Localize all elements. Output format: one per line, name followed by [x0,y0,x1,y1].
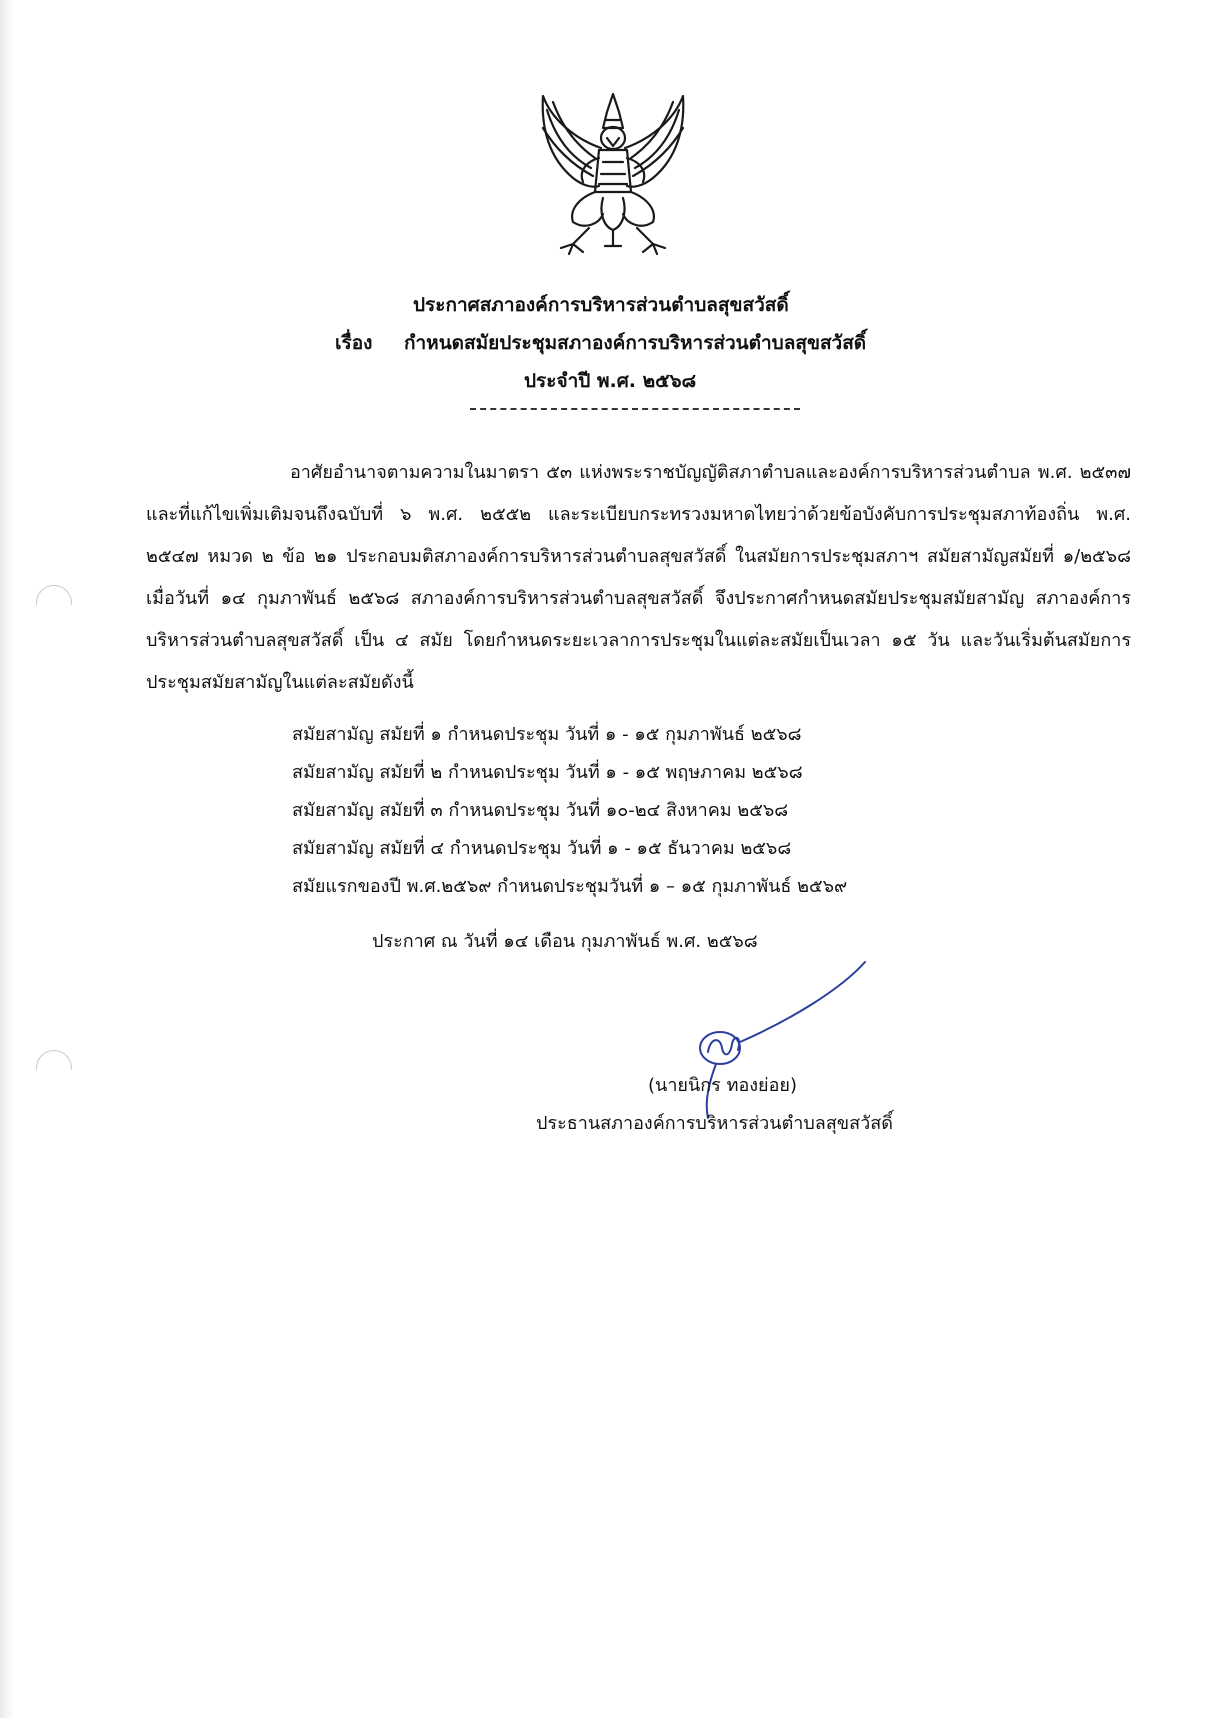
header-divider [470,408,800,410]
subject-text: กำหนดสมัยประชุมสภาองค์การบริหารส่วนตำบลสุขสวัสดิ์ [404,332,867,354]
year-line: ประจำปี พ.ศ. ๒๕๖๘ [524,370,697,392]
garuda-emblem-icon [533,88,693,258]
body-paragraph: อาศัยอำนาจตามความในมาตรา ๕๓ แห่งพระราชบัญญัติสภาตำบลและองค์การบริหารส่วนตำบล พ.ศ. ๒๕๓๗ และที่แก้ไขเพิ่มเติมจนถึงฉบับที่ ๖ พ.ศ. ๒๕๕๒ และระเบียบกระทรวงมหาดไทยว่าด้วยข้อบังคับการประชุมสภาท้องถิ่น พ.ศ. ๒๕๔๗ หมวด ๒ ข้อ ๒๑ ประกอบมติสภาองค์การบริหารส่วนตำบลสุขสวัสดิ์ ในสมัยการประชุมสภาฯ สมัยสามัญสมัยที่ ๑/๒๕๖๘ เมื่อวันที่ ๑๔ กุมภาพันธ์ ๒๕๖๘ สภาองค์การบริหารส่วนตำบลสุขสวัสดิ์ จึงประกาศกำหนดสมัยประชุมสมัยสามัญ สภาองค์การบริหารส่วนตำบลสุขสวัสดิ์ เป็น ๔ สมัย โดยกำหนดระยะเวลาการประชุมในแต่ละสมัยเป็นเวลา ๑๕ วัน และวันเริ่มต้นสมัยการประชุมสมัยสามัญในแต่ละสมัยดังนี้ [146,462,1131,693]
signer-name: (นายนิกร ทองย่อย) [648,1075,797,1096]
session-row-2: สมัยสามัญ สมัยที่ ๒ กำหนดประชุม วันที่ ๑ - ๑๕ พฤษภาคม ๒๕๖๘ [292,762,803,783]
session-row-1: สมัยสามัญ สมัยที่ ๑ กำหนดประชุม วันที่ ๑ - ๑๕ กุมภาพันธ์ ๒๕๖๘ [292,724,802,745]
session-row-first-2569: สมัยแรกของปี พ.ศ.๒๕๖๙ กำหนดประชุมวันที่ ๑ – ๑๕ กุมภาพันธ์ ๒๕๖๙ [292,876,848,897]
session-list [292,716,992,906]
subject-label: เรื่อง [335,332,373,354]
punch-hole-top [36,585,72,621]
signer-title: ประธานสภาองค์การบริหารส่วนตำบลสุขสวัสดิ์ [536,1113,893,1134]
scan-edge-shadow [0,0,14,1718]
document-title: ประกาศสภาองค์การบริหารส่วนตำบลสุขสวัสดิ์ [413,294,789,316]
session-row-4: สมัยสามัญ สมัยที่ ๔ กำหนดประชุม วันที่ ๑ - ๑๕ ธันวาคม ๒๕๖๘ [292,838,792,859]
announcement-date: ประกาศ ณ วันที่ ๑๔ เดือน กุมภาพันธ์ พ.ศ. ๒๕๖๘ [372,931,758,952]
punch-hole-bottom [36,1050,72,1086]
session-row-3: สมัยสามัญ สมัยที่ ๓ กำหนดประชุม วันที่ ๑๐-๒๔ สิงหาคม ๒๕๖๘ [292,800,789,821]
